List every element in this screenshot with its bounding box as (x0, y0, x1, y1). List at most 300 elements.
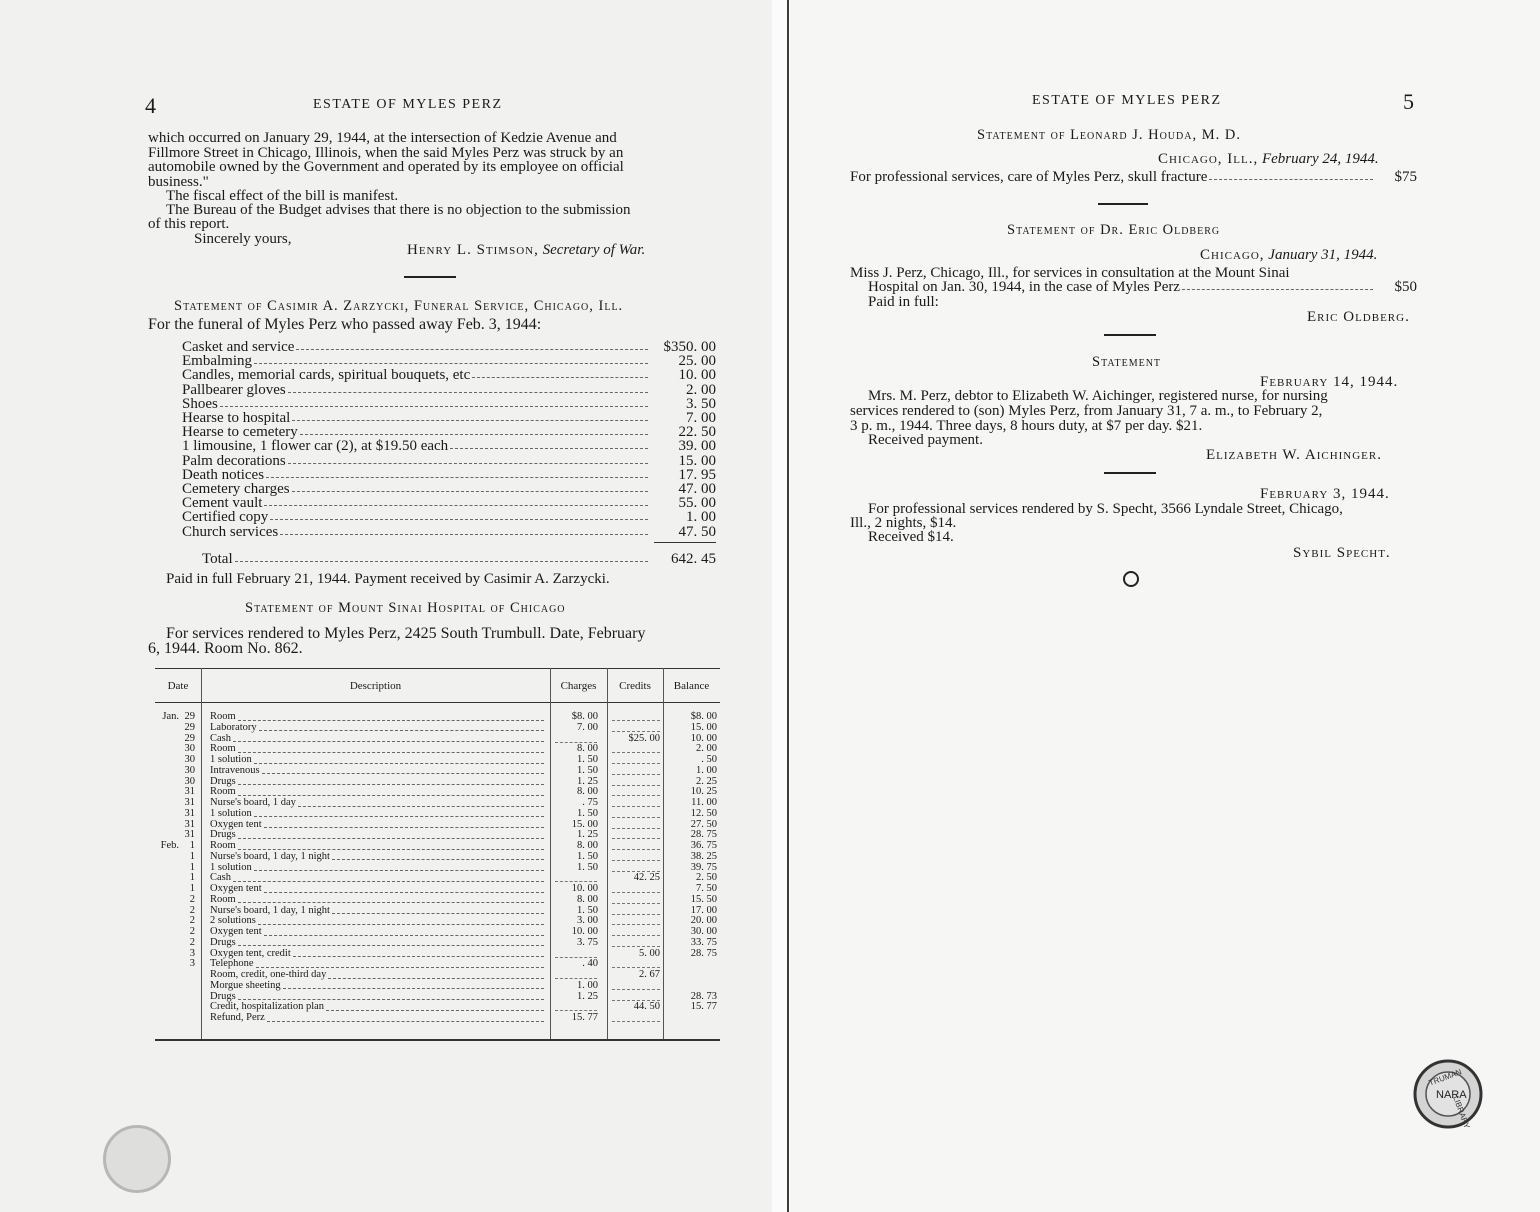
leader-dots (238, 744, 544, 753)
row-description-text: Laboratory (210, 721, 257, 733)
funeral-item-row (182, 368, 716, 382)
table-row (155, 723, 720, 734)
empty-cell-leader (612, 777, 660, 786)
total-label: Total (202, 551, 233, 567)
leader-dots (300, 434, 648, 435)
row-balance: 28. 73 (690, 990, 717, 1002)
empty-cell-leader (612, 712, 660, 721)
leader-dots (292, 420, 648, 421)
row-description (210, 766, 548, 777)
row-charge: 1. 25 (577, 990, 598, 1002)
funeral-item-row (182, 482, 716, 496)
row-day: 1 (189, 872, 195, 884)
row-balance: 39. 75 (690, 861, 717, 873)
leader-dots (233, 873, 544, 882)
leader-dots (254, 863, 544, 872)
funeral-item-amount: 47. 00 (678, 481, 716, 497)
row-description (210, 949, 548, 960)
row-description-text: Room (210, 786, 236, 798)
row-day: 2 (189, 904, 195, 916)
bureau-line: The Bureau of the Budget advises that there is no objection to the submission (166, 202, 631, 218)
table-row (155, 777, 720, 788)
row-charge: 7. 00 (577, 721, 598, 733)
row-description (210, 820, 548, 831)
funeral-item-label: Palm decorations (182, 452, 286, 469)
houda-text: For professional services, care of Myles Perz, skull fracture (850, 169, 1208, 185)
empty-cell-leader (612, 820, 660, 829)
row-balance: 20. 00 (690, 915, 717, 927)
row-charge: 1. 25 (577, 829, 598, 841)
leader-dots (266, 477, 648, 478)
leader-dots (296, 349, 648, 350)
row-credit: 44. 50 (633, 1001, 660, 1013)
row-description-text: Room (210, 893, 236, 905)
row-description (210, 970, 548, 981)
oldberg-place: Chicago, (1200, 247, 1265, 263)
specht-line: For professional services rendered by S. Specht, 3566 Lyndale Street, Chicago, (868, 501, 1343, 517)
row-description-text: Drugs (210, 775, 236, 787)
row-day: 1 (189, 850, 195, 862)
intro-line: business." (148, 173, 209, 190)
row-day: 1 (189, 883, 195, 894)
funeral-total-row (202, 552, 716, 566)
row-description (210, 981, 548, 992)
row-description (210, 734, 548, 745)
row-balance: . 50 (701, 754, 717, 765)
row-charge: 8. 00 (577, 893, 598, 905)
empty-cell-leader (612, 884, 660, 893)
specht-signature: Sybil Specht. (1293, 545, 1391, 561)
leader-dots (288, 463, 648, 464)
row-charge: 3. 75 (577, 936, 598, 948)
leader-dots (270, 519, 648, 520)
stamp-text-center: NARA (1436, 1089, 1467, 1101)
table-row (155, 755, 720, 766)
row-day: 3 (189, 958, 195, 970)
empty-cell-leader (612, 830, 660, 839)
divider (1098, 203, 1148, 205)
row-description-text: Room (210, 743, 236, 755)
row-description-text: Oxygen tent (210, 818, 262, 830)
row-charge: 15. 00 (571, 818, 598, 830)
leader-dots (280, 534, 648, 535)
leader-dots (328, 970, 544, 979)
row-day: 31 (184, 829, 195, 841)
funeral-item-amount: $350. 00 (663, 339, 716, 355)
row-day: 30 (184, 754, 195, 765)
col-header-date: Date (167, 680, 189, 692)
leader-dots (298, 798, 544, 807)
empty-cell-leader (612, 981, 660, 990)
funeral-item-amount: 7. 00 (686, 410, 716, 426)
row-description (210, 863, 548, 874)
houda-line (850, 170, 1417, 184)
row-day: 30 (184, 764, 195, 776)
leader-dots (233, 734, 544, 743)
funeral-item-amount: 55. 00 (678, 495, 716, 512)
right-page (790, 0, 1540, 1212)
row-credit: 5. 00 (639, 947, 660, 959)
intro-line: which occurred on January 29, 1944, at the intersection of Kedzie Avenue and (148, 130, 617, 146)
specht-line: Ill., 2 nights, $14. (850, 515, 957, 531)
table-row (155, 884, 720, 895)
leader-dots (472, 377, 648, 378)
row-day: 30 (184, 775, 195, 787)
row-day: 2 (189, 893, 195, 905)
col-header-charges: Charges (560, 680, 597, 692)
faint-stamp-mark (103, 1125, 171, 1193)
leader-dots (283, 981, 544, 990)
row-description-text: Drugs (210, 936, 236, 948)
oldberg-text: Hospital on Jan. 30, 1944, in the case of Myles Perz (868, 279, 1181, 295)
row-day: 31 (184, 797, 195, 808)
funeral-item-amount: 47. 50 (678, 523, 716, 540)
row-description (210, 895, 548, 906)
houda-place: Chicago, Ill., (1158, 151, 1259, 167)
binding-line (787, 0, 789, 1212)
row-description-text: Drugs (210, 829, 236, 841)
row-day: 31 (184, 818, 195, 830)
funeral-item-amount: 22. 50 (678, 424, 716, 441)
row-description (210, 712, 548, 723)
row-description (210, 723, 548, 734)
funeral-item-amount: 10. 00 (678, 367, 716, 384)
leader-dots (332, 906, 544, 915)
row-description (210, 906, 548, 917)
empty-cell-leader (612, 787, 660, 796)
row-day: 1 (189, 861, 195, 873)
funeral-item-label: Pallbearer gloves (182, 381, 286, 398)
row-balance: 38. 25 (690, 850, 717, 862)
table-row (155, 734, 720, 745)
leader-dots (288, 392, 648, 393)
leader-dots (264, 927, 544, 936)
row-charge: . 75 (582, 797, 598, 808)
funeral-item-label: Death notices (182, 466, 265, 483)
leader-dots (238, 712, 544, 721)
row-description-text: Oxygen tent, credit (210, 947, 291, 959)
total-amount: 642. 45 (671, 551, 716, 567)
leader-dots (326, 1002, 544, 1011)
divider (404, 276, 456, 278)
row-charge: 10. 00 (571, 883, 598, 894)
row-balance: 17. 00 (690, 904, 717, 916)
row-description (210, 938, 548, 949)
intro-paragraph (148, 131, 718, 189)
oldberg-signature: Eric Oldberg. (1307, 309, 1410, 325)
specht-received: Received $14. (868, 529, 954, 545)
funeral-item-label: Candles, memorial cards, spiritual bouquets, etc (182, 367, 471, 384)
empty-cell-leader (612, 809, 660, 818)
table-top-rule (155, 668, 720, 669)
aichinger-received: Received payment. (868, 432, 983, 448)
row-balance: 2. 25 (696, 775, 717, 787)
table-row (155, 895, 720, 906)
leader-dots (238, 841, 544, 850)
oldberg-date: January 31, 1944. (1268, 247, 1378, 263)
row-charge: 1. 50 (577, 807, 598, 819)
table-bottom-rule (155, 1039, 720, 1041)
oldberg-amount: $50 (1394, 279, 1417, 295)
row-balance: 12. 50 (690, 807, 717, 819)
row-description-text: Credit, hospitalization plan (210, 1001, 325, 1013)
funeral-item-row (182, 397, 716, 411)
leader-dots (1209, 179, 1373, 180)
col-header-balance: Balance (673, 680, 710, 692)
row-balance: 15. 50 (690, 893, 717, 905)
funeral-item-label: Embalming (182, 353, 252, 370)
leader-dots (259, 723, 544, 732)
funeral-item-row (182, 354, 716, 368)
aichinger-heading: Statement (1092, 354, 1162, 370)
row-description (210, 852, 548, 863)
row-charge: 15. 77 (571, 1012, 598, 1023)
leader-dots (264, 884, 544, 893)
empty-cell-leader (612, 906, 660, 915)
signer-name: Henry L. Stimson, (407, 242, 539, 258)
stamp-text-side: LIBRARY (1451, 1094, 1472, 1130)
row-balance: 30. 00 (690, 926, 717, 937)
leader-dots (254, 809, 544, 818)
empty-cell-leader (612, 1013, 660, 1022)
row-balance: $8. 00 (690, 711, 717, 722)
empty-cell-leader (612, 927, 660, 936)
table-row (155, 798, 720, 809)
houda-date: February 24, 1944. (1261, 151, 1379, 167)
funeral-item-amount: 2. 00 (686, 381, 716, 398)
funeral-intro: For the funeral of Myles Perz who passed away Feb. 3, 1944: (148, 316, 542, 333)
row-description-text: Nurse's board, 1 day, 1 night (210, 904, 330, 916)
leader-dots (238, 787, 544, 796)
empty-cell-leader (612, 852, 660, 861)
leader-dots (238, 938, 544, 947)
row-description-text: Nurse's board, 1 day (210, 797, 296, 808)
empty-cell-leader (612, 938, 660, 947)
table-row (155, 820, 720, 831)
funeral-item-label: Cement vault (182, 495, 263, 512)
row-charge: . 40 (582, 958, 598, 970)
empty-cell-leader (612, 841, 660, 850)
empty-cell-leader (612, 863, 660, 872)
row-charge: 1. 50 (577, 754, 598, 765)
row-description-text: Room, credit, one-third day (210, 969, 327, 980)
row-description (210, 798, 548, 809)
leader-dots (235, 561, 648, 562)
row-description-text: Drugs (210, 990, 236, 1002)
row-charge: 1. 50 (577, 861, 598, 873)
funeral-item-row (182, 383, 716, 397)
closing: Sincerely yours, (194, 231, 292, 247)
empty-cell-leader (612, 959, 660, 968)
empty-cell-leader (612, 766, 660, 775)
row-charge: 8. 00 (577, 840, 598, 851)
funeral-item-label: Cemetery charges (182, 481, 290, 497)
funeral-item-label: Hearse to cemetery (182, 424, 298, 441)
leader-dots (238, 830, 544, 839)
truman-library-stamp (1412, 1058, 1484, 1130)
table-row (155, 1013, 720, 1024)
aichinger-date: February 14, 1944. (1260, 374, 1399, 390)
oldberg-line: Miss J. Perz, Chicago, Ill., for services in consultation at the Mount Sinai (850, 265, 1290, 281)
row-description-text: Room (210, 711, 236, 722)
empty-cell-leader (612, 723, 660, 732)
aichinger-line: services rendered to (son) Myles Perz, from January 31, 7 a. m., to February 2, (850, 403, 1323, 419)
oldberg-paid: Paid in full: (868, 294, 939, 310)
row-day: 2 (189, 936, 195, 948)
leader-dots (256, 959, 544, 968)
aichinger-line: 3 p. m., 1944. Three days, 8 hours duty, at $7 per day. $21. (850, 418, 1203, 434)
row-day: 29 (184, 721, 195, 733)
row-day: 3 (189, 947, 195, 959)
funeral-item-row (182, 439, 716, 453)
empty-cell-leader (612, 992, 660, 1001)
empty-cell-leader (555, 734, 597, 743)
funeral-item-label: Church services (182, 523, 279, 540)
row-description (210, 841, 548, 852)
table-row (155, 938, 720, 949)
empty-cell-leader (555, 873, 597, 882)
table-row (155, 852, 720, 863)
oldberg-dateline (1200, 248, 1377, 263)
funeral-item-label: Certified copy (182, 509, 269, 526)
row-day: 2 (189, 915, 195, 927)
empty-cell-leader (612, 744, 660, 753)
leader-dots (220, 406, 648, 407)
funeral-item-row (182, 468, 716, 482)
row-description (210, 927, 548, 938)
row-description (210, 755, 548, 766)
row-day: 31 (184, 807, 195, 819)
funeral-heading: Statement of Casimir A. Zarzycki, Funeral Service, Chicago, Ill. (174, 298, 624, 314)
page-number: 4 (145, 93, 156, 118)
leader-dots (1182, 289, 1373, 290)
empty-cell-leader (555, 1002, 597, 1011)
houda-heading: Statement of Leonard J. Houda, M. D. (977, 127, 1241, 143)
row-day: 1 (189, 840, 195, 851)
leader-dots (238, 895, 544, 904)
leader-dots (292, 491, 648, 492)
row-balance: 33. 75 (690, 936, 717, 948)
bureau-line: of this report. (148, 216, 230, 232)
leader-dots (264, 820, 544, 829)
row-description-text: Nurse's board, 1 day, 1 night (210, 850, 330, 862)
row-day: 2 (189, 926, 195, 937)
empty-cell-leader (555, 970, 597, 979)
table-row (155, 809, 720, 820)
divider (1104, 334, 1156, 336)
row-description-text: 1 solution (210, 807, 252, 819)
leader-dots (258, 916, 544, 925)
row-credit: 2. 67 (639, 969, 660, 980)
divider (1104, 472, 1156, 474)
funeral-item-amount: 17. 95 (678, 466, 716, 483)
funeral-item-amount: 15. 00 (678, 452, 716, 469)
funeral-item-amount: 39. 00 (678, 438, 716, 455)
table-row (155, 830, 720, 841)
row-balance: 15. 00 (690, 721, 717, 733)
row-description-text: Telephone (210, 958, 254, 970)
paid-note: Paid in full February 21, 1944. Payment received by Casimir A. Zarzycki. (166, 571, 610, 587)
row-charge: 1. 50 (577, 904, 598, 916)
row-day: 29 (184, 732, 195, 744)
table-row (155, 712, 720, 723)
hospital-intro-line: For services rendered to Myles Perz, 2425 South Trumbull. Date, February (166, 625, 646, 642)
row-charge: $8. 00 (571, 711, 598, 722)
hospital-table (155, 668, 720, 1040)
running-head: ESTATE OF MYLES PERZ (1032, 93, 1222, 108)
leader-dots (332, 852, 544, 861)
row-charge: 1. 00 (577, 979, 598, 991)
row-charge: 1. 50 (577, 850, 598, 862)
empty-cell-leader (612, 755, 660, 764)
row-description-text: 1 solution (210, 861, 252, 873)
fiscal-line: The fiscal effect of the bill is manifest. (166, 188, 399, 204)
table-header-rule (155, 702, 720, 703)
leader-dots (450, 448, 648, 449)
table-row (155, 970, 720, 981)
funeral-item-label: 1 limousine, 1 flower car (2), at $19.50 each (182, 438, 449, 455)
signer-title: Secretary of War. (542, 242, 646, 258)
funeral-item-amount: 25. 00 (678, 353, 716, 370)
row-balance: 28. 75 (690, 829, 717, 841)
row-balance: 15. 77 (690, 1001, 717, 1013)
row-credit: 42. 25 (633, 872, 660, 884)
row-balance: 2. 50 (696, 872, 717, 884)
empty-cell-leader (612, 895, 660, 904)
oldberg-heading: Statement of Dr. Eric Oldberg (1007, 222, 1221, 238)
row-balance: 10. 25 (690, 786, 717, 798)
row-day: 30 (184, 743, 195, 755)
row-description-text: 2 solutions (210, 915, 256, 927)
row-balance: 36. 75 (690, 840, 717, 851)
stamp-text-top: TRUMAN (1427, 1067, 1463, 1088)
empty-cell-leader (612, 916, 660, 925)
row-description (210, 830, 548, 841)
row-day: 31 (184, 786, 195, 798)
leader-dots (254, 755, 544, 764)
row-description-text: Cash (210, 732, 231, 744)
funeral-item-label: Casket and service (182, 339, 295, 355)
row-charge: 1. 25 (577, 775, 598, 787)
intro-line: automobile owned by the Government and operated by its employee on official (148, 159, 624, 175)
row-description-text: 1 solution (210, 754, 252, 765)
row-charge: 8. 00 (577, 743, 598, 755)
col-header-credits: Credits (619, 680, 651, 692)
aichinger-line: Mrs. M. Perz, debtor to Elizabeth W. Aichinger, registered nurse, for nursing (868, 388, 1328, 404)
col-header-description: Description (349, 680, 402, 692)
page-hole-mark (1123, 571, 1139, 587)
houda-amount: $75 (1394, 169, 1417, 185)
funeral-item-row (182, 525, 716, 539)
hospital-intro-line: 6, 1944. Room No. 862. (148, 640, 303, 657)
table-row (155, 981, 720, 992)
row-credit: $25. 00 (628, 732, 660, 744)
row-description (210, 1013, 548, 1024)
funeral-item-amount: 3. 50 (686, 395, 716, 412)
aichinger-signature: Elizabeth W. Aichinger. (1206, 447, 1382, 463)
row-description (210, 744, 548, 755)
row-charge: 10. 00 (571, 926, 598, 937)
running-head: ESTATE OF MYLES PERZ (313, 97, 503, 112)
row-description-text: Room (210, 840, 236, 851)
funeral-item-row (182, 454, 716, 468)
funeral-item-amount: 1. 00 (686, 509, 716, 526)
row-description-text: Intravenous (210, 764, 260, 776)
leader-dots (264, 505, 648, 506)
hospital-heading: Statement of Mount Sinai Hospital of Chicago (245, 600, 566, 616)
row-charge: 1. 50 (577, 764, 598, 776)
funeral-item-row (182, 496, 716, 510)
